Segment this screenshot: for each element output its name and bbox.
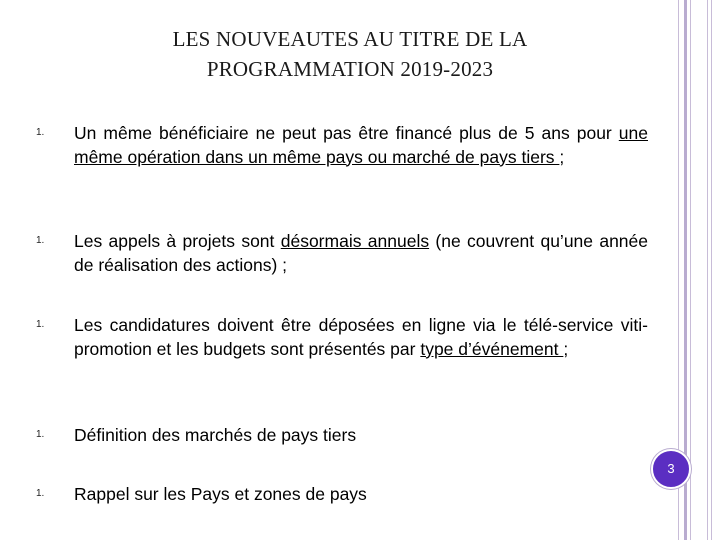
- underlined-phrase: type d’événement: [420, 338, 564, 359]
- slide-title: [40, 24, 660, 84]
- underlined-phrase: désormais annuels: [280, 231, 430, 251]
- page-number-badge: 3: [651, 449, 691, 489]
- decorative-rail: [711, 0, 712, 540]
- list-item-number: 1.: [36, 319, 45, 330]
- list-item-text: Les appels à projets sont désormais annuels (ne couvrent qu’une année de réalisation des actions) ;: [74, 231, 649, 275]
- list-item-number: 1.: [36, 127, 45, 138]
- list-item-text: Rappel sur les Pays et zones de pays: [74, 484, 367, 504]
- decorative-rail: [690, 0, 691, 540]
- list-item-text: Les candidatures doivent être déposées en ligne via le télé-service viti-promotion et les budgets sont présentés par type d’événement ;: [74, 315, 648, 359]
- decorative-rail: [707, 0, 708, 540]
- list-item-number: 1.: [36, 429, 45, 440]
- underlined-phrase: une même opération dans un même pays ou marché de pays tiers: [74, 123, 648, 167]
- list-item-number: 1.: [36, 488, 45, 499]
- list-item-number: 1.: [36, 235, 45, 246]
- slide-title-line-1: LES NOUVEAUTES AU TITRE DE LA: [172, 27, 528, 51]
- slide-title-line-2: PROGRAMMATION 2019-2023: [206, 57, 494, 81]
- list-item-text: Un même bénéficiaire ne peut pas être financé plus de 5 ans pour une même opération dans un même pays ou marché de pays tiers ;: [74, 123, 648, 167]
- list-item-text: Définition des marchés de pays tiers: [74, 425, 357, 445]
